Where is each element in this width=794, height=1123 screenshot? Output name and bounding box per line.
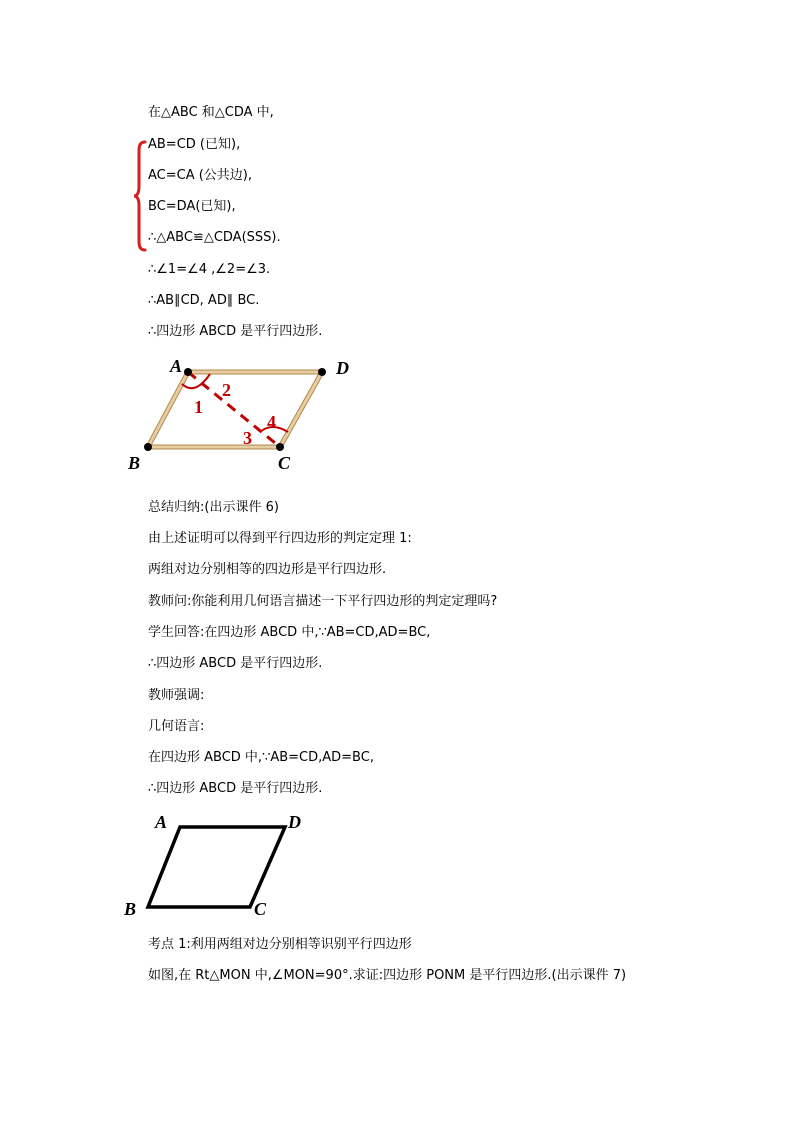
edge-ba <box>148 372 188 447</box>
label-b: B <box>124 899 137 919</box>
angle-label-4: 4 <box>267 412 276 432</box>
vertex-b-dot <box>144 443 152 451</box>
summary-heading: 总结归纳:(出示课件 6) <box>148 500 279 515</box>
parallel-lines: ∴AB∥CD, AD∥ BC. <box>148 293 260 308</box>
teacher-emphasis: 教师强调: <box>148 688 205 703</box>
vertex-d-dot <box>318 368 326 376</box>
vertex-a-dot <box>184 368 192 376</box>
congruence-result: ∴△ABC≌△CDA(SSS). <box>148 230 281 245</box>
label-b: B <box>128 453 141 473</box>
label-d: D <box>336 358 349 378</box>
parallelogram-figure-1 <box>120 352 370 477</box>
student-conclusion: ∴四边形 ABCD 是平行四边形. <box>148 656 323 671</box>
theorem-statement: 两组对边分别相等的四边形是平行四边形. <box>148 562 387 577</box>
geometry-conclusion: ∴四边形 ABCD 是平行四边形. <box>148 781 323 796</box>
teacher-question: 教师问:你能利用几何语言描述一下平行四边形的判定定理吗? <box>148 594 498 609</box>
geometry-statement: 在四边形 ABCD 中,∵AB=CD,AD=BC, <box>148 750 374 765</box>
condition-ab-cd: AB=CD (已知), <box>148 137 241 152</box>
angle-equalities: ∴∠1=∠4 ,∠2=∠3. <box>148 262 271 277</box>
derive-theorem: 由上述证明可以得到平行四边形的判定定理 1: <box>148 531 412 546</box>
exam-problem: 如图,在 Rt△MON 中,∠MON=90°.求证:四边形 PONM 是平行四边形.(出示课件 7) <box>148 968 627 983</box>
proof-intro: 在△ABC 和△CDA 中, <box>148 105 274 120</box>
geometry-language-heading: 几何语言: <box>148 719 205 734</box>
exam-point: 考点 1:利用两组对边分别相等识别平行四边形 <box>148 937 412 952</box>
condition-ac-ca: AC=CA (公共边), <box>148 168 253 183</box>
student-answer: 学生回答:在四边形 ABCD 中,∵AB=CD,AD=BC, <box>148 625 431 640</box>
label-a: A <box>170 356 183 376</box>
edge-dc <box>280 372 322 447</box>
vertex-c-dot <box>276 443 284 451</box>
angle-label-1: 1 <box>194 397 203 417</box>
label-a: A <box>155 812 168 832</box>
curly-brace-icon <box>132 140 148 252</box>
label-c: C <box>254 899 267 919</box>
angle-label-3: 3 <box>243 428 252 448</box>
parallelogram-shape <box>148 827 285 907</box>
condition-bc-da: BC=DA(已知), <box>148 199 236 214</box>
label-c: C <box>278 453 291 473</box>
angle-label-2: 2 <box>222 380 231 400</box>
proof-conclusion: ∴四边形 ABCD 是平行四边形. <box>148 324 323 339</box>
label-d: D <box>288 812 301 832</box>
parallelogram-figure-2 <box>120 810 320 925</box>
